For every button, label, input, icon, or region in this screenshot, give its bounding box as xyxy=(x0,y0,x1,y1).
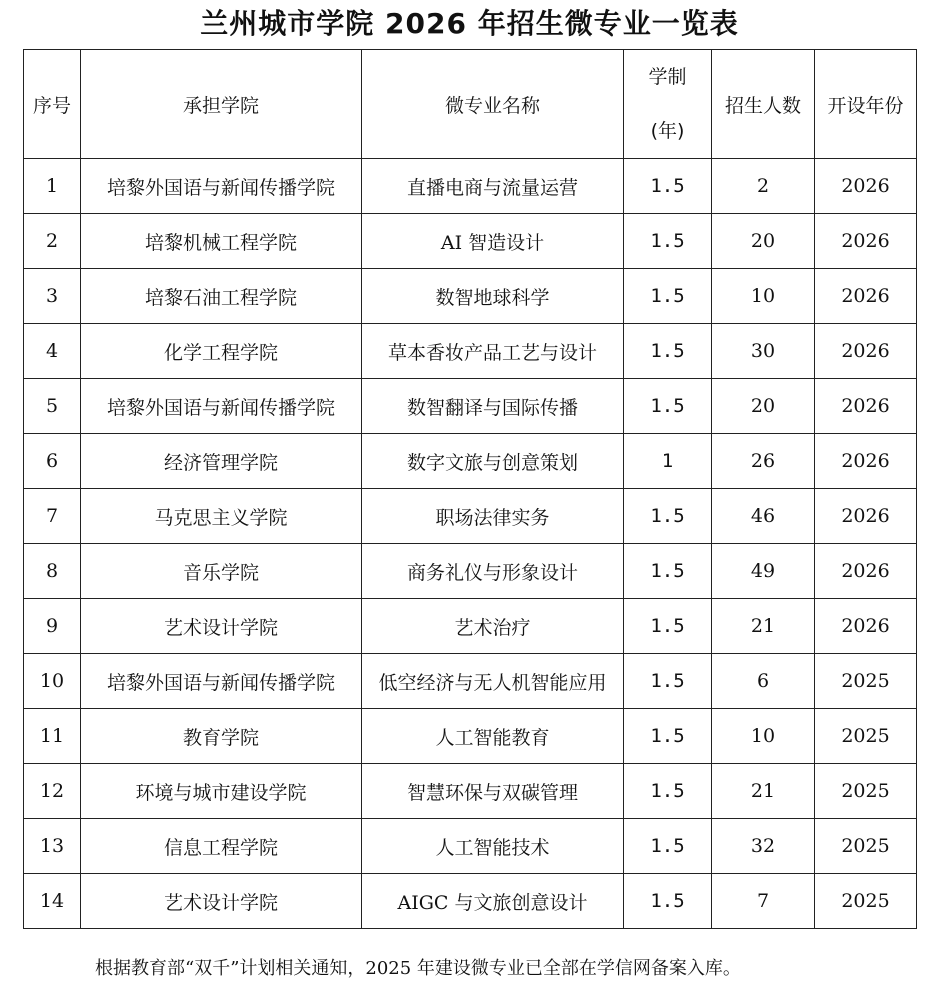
table-row xyxy=(24,214,917,269)
table-row xyxy=(24,599,917,654)
cell-years: 1.5 xyxy=(624,269,712,324)
cell-years: 1.5 xyxy=(624,214,712,269)
cell-years: 1.5 xyxy=(624,489,712,544)
cell-start-year: 2026 xyxy=(815,434,917,489)
cell-start-year: 2026 xyxy=(815,324,917,379)
table-body xyxy=(24,159,917,929)
micro-major-table xyxy=(23,49,917,929)
table-row xyxy=(24,654,917,709)
cell-enrollment: 20 xyxy=(712,214,815,269)
cell-college: 培黎外国语与新闻传播学院 xyxy=(81,654,362,709)
cell-major: 人工智能教育 xyxy=(362,709,624,764)
cell-years: 1.5 xyxy=(624,709,712,764)
table-row xyxy=(24,159,917,214)
cell-college: 化学工程学院 xyxy=(81,324,362,379)
cell-college: 经济管理学院 xyxy=(81,434,362,489)
cell-enrollment: 10 xyxy=(712,269,815,324)
table-row xyxy=(24,434,917,489)
cell-start-year: 2026 xyxy=(815,159,917,214)
cell-major: 人工智能技术 xyxy=(362,819,624,874)
cell-major: 草本香妆产品工艺与设计 xyxy=(362,324,624,379)
cell-start-year: 2025 xyxy=(815,709,917,764)
cell-college: 教育学院 xyxy=(81,709,362,764)
cell-index: 3 xyxy=(24,269,81,324)
cell-index: 1 xyxy=(24,159,81,214)
cell-start-year: 2025 xyxy=(815,654,917,709)
cell-years: 1.5 xyxy=(624,654,712,709)
table-row xyxy=(24,324,917,379)
cell-enrollment: 46 xyxy=(712,489,815,544)
cell-index: 8 xyxy=(24,544,81,599)
cell-years: 1.5 xyxy=(624,324,712,379)
table-row xyxy=(24,544,917,599)
cell-college: 培黎外国语与新闻传播学院 xyxy=(81,159,362,214)
cell-years: 1.5 xyxy=(624,599,712,654)
cell-college: 艺术设计学院 xyxy=(81,874,362,929)
cell-major: 职场法律实务 xyxy=(362,489,624,544)
cell-index: 5 xyxy=(24,379,81,434)
cell-major: 直播电商与流量运营 xyxy=(362,159,624,214)
table-row xyxy=(24,269,917,324)
header-years-unit: (年) xyxy=(650,120,685,142)
cell-enrollment: 26 xyxy=(712,434,815,489)
cell-years: 1.5 xyxy=(624,159,712,214)
cell-college: 环境与城市建设学院 xyxy=(81,764,362,819)
table-row xyxy=(24,379,917,434)
cell-major: 数字文旅与创意策划 xyxy=(362,434,624,489)
header-years xyxy=(624,50,712,159)
cell-years: 1.5 xyxy=(624,819,712,874)
cell-index: 9 xyxy=(24,599,81,654)
cell-index: 13 xyxy=(24,819,81,874)
cell-college: 音乐学院 xyxy=(81,544,362,599)
cell-start-year: 2026 xyxy=(815,544,917,599)
cell-college: 马克思主义学院 xyxy=(81,489,362,544)
cell-start-year: 2026 xyxy=(815,489,917,544)
header-start-year: 开设年份 xyxy=(815,50,917,159)
table-row xyxy=(24,819,917,874)
cell-major: 低空经济与无人机智能应用 xyxy=(362,654,624,709)
cell-start-year: 2026 xyxy=(815,214,917,269)
cell-enrollment: 32 xyxy=(712,819,815,874)
cell-start-year: 2025 xyxy=(815,874,917,929)
header-enrollment: 招生人数 xyxy=(712,50,815,159)
table-row xyxy=(24,709,917,764)
cell-major: 艺术治疗 xyxy=(362,599,624,654)
cell-index: 12 xyxy=(24,764,81,819)
cell-college: 艺术设计学院 xyxy=(81,599,362,654)
cell-major: 数智地球科学 xyxy=(362,269,624,324)
cell-index: 6 xyxy=(24,434,81,489)
cell-enrollment: 21 xyxy=(712,599,815,654)
cell-index: 7 xyxy=(24,489,81,544)
cell-start-year: 2026 xyxy=(815,379,917,434)
cell-enrollment: 21 xyxy=(712,764,815,819)
cell-start-year: 2026 xyxy=(815,599,917,654)
header-college: 承担学院 xyxy=(81,50,362,159)
cell-years: 1.5 xyxy=(624,764,712,819)
cell-enrollment: 10 xyxy=(712,709,815,764)
cell-college: 培黎石油工程学院 xyxy=(81,269,362,324)
header-index: 序号 xyxy=(24,50,81,159)
cell-enrollment: 30 xyxy=(712,324,815,379)
cell-enrollment: 6 xyxy=(712,654,815,709)
cell-start-year: 2025 xyxy=(815,819,917,874)
cell-enrollment: 20 xyxy=(712,379,815,434)
footnote: 根据教育部“双千”计划相关通知，2025 年建设微专业已全部在学信网备案入库。 xyxy=(95,958,741,979)
cell-start-year: 2025 xyxy=(815,764,917,819)
cell-index: 4 xyxy=(24,324,81,379)
table-row xyxy=(24,874,917,929)
cell-college: 培黎外国语与新闻传播学院 xyxy=(81,379,362,434)
cell-college: 培黎机械工程学院 xyxy=(81,214,362,269)
table-header-row xyxy=(24,50,917,159)
cell-enrollment: 7 xyxy=(712,874,815,929)
header-years-label: 学制 xyxy=(648,66,687,88)
page-title: 兰州城市学院 2026 年招生微专业一览表 xyxy=(200,7,739,40)
cell-enrollment: 49 xyxy=(712,544,815,599)
table-row xyxy=(24,489,917,544)
cell-major: AIGC 与文旅创意设计 xyxy=(362,874,624,929)
cell-years: 1 xyxy=(624,434,712,489)
cell-years: 1.5 xyxy=(624,379,712,434)
cell-major: 数智翻译与国际传播 xyxy=(362,379,624,434)
cell-enrollment: 2 xyxy=(712,159,815,214)
cell-major: 智慧环保与双碳管理 xyxy=(362,764,624,819)
cell-index: 14 xyxy=(24,874,81,929)
cell-index: 2 xyxy=(24,214,81,269)
cell-major: AI 智造设计 xyxy=(362,214,624,269)
cell-major: 商务礼仪与形象设计 xyxy=(362,544,624,599)
cell-index: 11 xyxy=(24,709,81,764)
cell-college: 信息工程学院 xyxy=(81,819,362,874)
cell-start-year: 2026 xyxy=(815,269,917,324)
table-row xyxy=(24,764,917,819)
header-major: 微专业名称 xyxy=(362,50,624,159)
cell-years: 1.5 xyxy=(624,874,712,929)
cell-years: 1.5 xyxy=(624,544,712,599)
cell-index: 10 xyxy=(24,654,81,709)
